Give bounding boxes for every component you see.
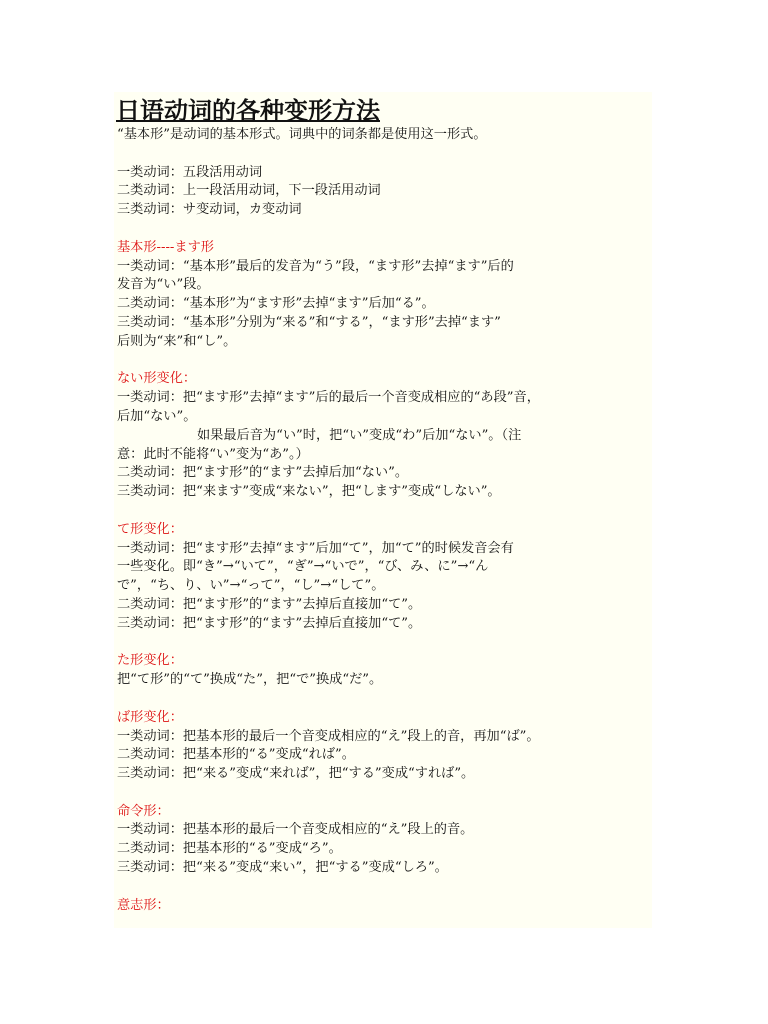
masu-line: 二类动词：“基本形”为“ます形”去掉“ます”后加“る”。 (117, 296, 435, 312)
ba-line: 三类动词：把“来る”变成“来れば”，把“する”变成“すれば”。 (117, 766, 475, 782)
intro-text: “基本形”是动词的基本形式。词典中的词条都是使用这一形式。 (117, 127, 487, 142)
ba-line: 二类动词：把基本形的“る”变成“れば”。 (117, 747, 355, 763)
nai-line: 三类动词：把“来ます”变成“来ない”，把“します”变成“しない”。 (117, 484, 501, 500)
section-heading-masu: 基本形----ます形 (117, 239, 214, 255)
nai-line: 意：此时不能将“い”变为“あ”。） (117, 446, 309, 462)
ba-line: 一类动词：把基本形的最后一个音变成相应的“え”段上的音，再加“ば”。 (117, 728, 540, 744)
page-title: 日语动词的各种变形方法 (116, 97, 380, 125)
nai-line: 一类动词：把“ます形”去掉“ます”后的最后一个音变成相应的“あ段”音， (117, 390, 540, 406)
masu-line: 一类动词：“基本形”最后的发音为“う”段，“ます形”去掉“ます”后的 (117, 258, 514, 274)
meirei-line: 三类动词：把“来る”变成“来い”，把“する”变成“しろ”。 (117, 860, 448, 876)
class-2-line: 二类动词：上一段活用动词，下一段活用动词 (117, 183, 381, 199)
document-page (114, 92, 652, 928)
te-line: 三类动词：把“ます形”的“ます”去掉后直接加“て”。 (117, 615, 422, 631)
section-heading-meirei: 命令形： (117, 803, 170, 819)
section-heading-ba: ば形变化： (117, 709, 183, 725)
section-heading-ishi: 意志形： (117, 897, 170, 913)
te-line: で”，“ち、り、い”→“って”，“し”→“して”。 (117, 578, 385, 594)
section-heading-ta: た形变化： (117, 653, 183, 669)
class-3-line: 三类动词：サ变动词，カ变动词 (117, 202, 302, 218)
class-1-line: 一类动词：五段活用动词 (117, 164, 263, 180)
nai-line: 后加“ない”。 (117, 408, 197, 424)
section-heading-te: て形变化： (117, 521, 183, 537)
document-body (114, 126, 652, 915)
meirei-line: 二类动词：把基本形的“る”变成“ろ”。 (117, 841, 342, 857)
te-line: 一些变化。即“き”→“いて”，“ぎ”→“いで”，“び、み、に”→“ん (117, 559, 489, 575)
masu-line: 后则为“来”和“し”。 (117, 333, 237, 349)
meirei-line: 一类动词：把基本形的最后一个音变成相应的“え”段上的音。 (117, 822, 474, 838)
section-heading-nai: ない形变化： (117, 371, 197, 387)
te-line: 一类动词：把“ます形”去掉“ます”后加“て”，加“て”的时候发音会有 (117, 540, 514, 556)
te-line: 二类动词：把“ます形”的“ます”去掉后直接加“て”。 (117, 596, 422, 612)
nai-line: 如果最后音为“い”时，把“い”变成“わ”后加“ない”。（注 (197, 427, 522, 443)
masu-line: 发音为“い”段。 (117, 277, 210, 293)
ta-line: 把“て形”的“て”换成“た”，把“で”换成“だ”。 (117, 672, 383, 688)
masu-line: 三类动词：“基本形”分别为“来る”和“する”，“ます形”去掉“ます” (117, 314, 501, 330)
nai-line: 二类动词：把“ます形”的“ます”去掉后加“ない”。 (117, 465, 409, 481)
